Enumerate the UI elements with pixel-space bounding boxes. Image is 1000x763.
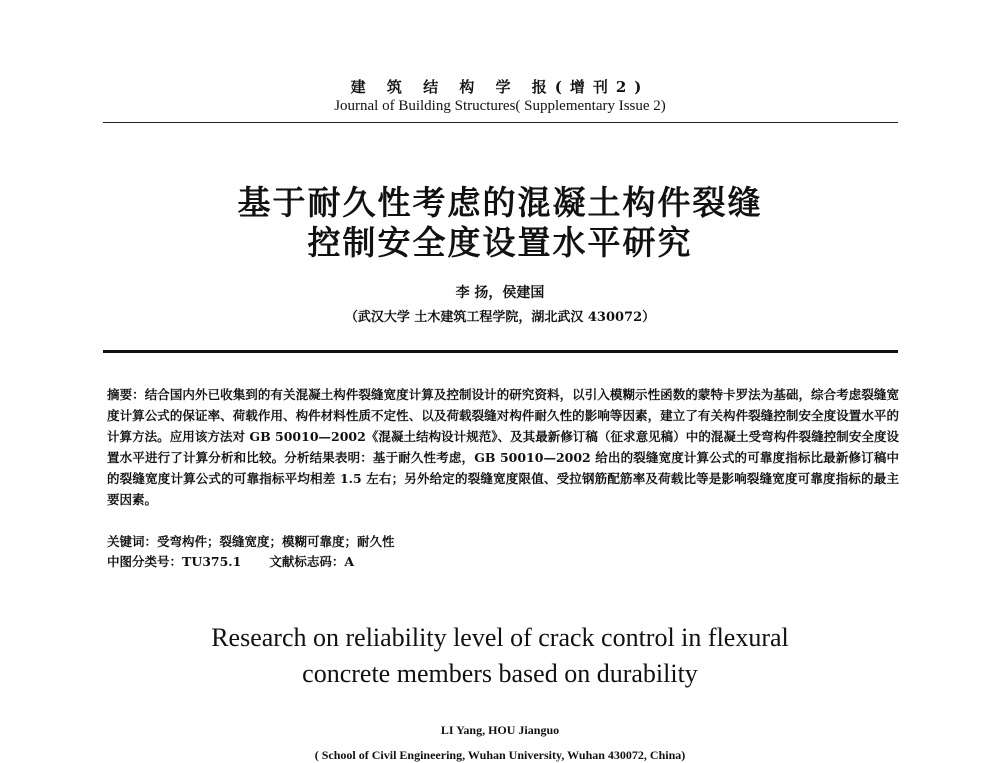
clc-value: TU375.1 [182, 554, 242, 569]
article-title-cn-line2: 控制安全度设置水平研究 [307, 223, 693, 262]
keywords-label: 关键词： [107, 534, 158, 549]
abstract-text: 结合国内外已收集到的有关混凝土构件裂缝宽度计算及控制设计的研究资料，以引入模糊示性函数的蒙特卡罗法为基础，综合考虑裂缝宽度计算公式的保证率、荷载作用、构件材料性质不定性、以及荷载裂缝对构件耐久性的影响等因素，建立了有关构件裂缝控制安全度设置水平的计算方法。应用该方法对 GB 50010—2002《混凝土结构设计规范》、及其最新修订稿（征求意见稿）中的混凝土受弯构件裂缝控制安全度设置水平进行了计算分析和比较。分析结果表明：基于耐久性考虑，GB 50010—2002 给出的裂缝宽度计算公式的可靠度指标比最新修订稿中的裂缝宽度计算公式的可靠指标平均相差 1.5 左右；另外给定的裂缝宽度限值、受拉钢筋配筋率及荷载比等是影响裂缝宽度可靠度指标的最主要因素。 [107, 387, 899, 507]
keywords-text: 受弯构件；裂缝宽度；模糊可靠度；耐久性 [157, 534, 395, 549]
journal-name-en: Journal of Building Structures( Supplementary Issue 2) [334, 98, 666, 114]
authors-cn: 李 扬，侯建国 [455, 285, 545, 301]
keywords-cn [107, 532, 395, 550]
journal-name-cn: 建 筑 结 构 学 报(增刊2) [350, 78, 650, 96]
article-title-en [0, 620, 1000, 692]
header-rule [103, 122, 898, 123]
doc-code-label: 文献标志码： [269, 554, 345, 569]
affiliation-cn: （武汉大学 土木建筑工程学院，湖北武汉 430072） [344, 310, 656, 325]
article-title-en-line1: Research on reliability level of crack control in flexural [211, 623, 789, 652]
article-title-en-line2: concrete members based on durability [302, 659, 698, 688]
abstract-label: 摘要： [107, 387, 145, 402]
doc-code-value: A [344, 554, 355, 569]
article-title-cn [0, 183, 1000, 263]
affiliation-en: ( School of Civil Engineering, Wuhan University, Wuhan 430072, China) [314, 748, 686, 762]
title-block-rule [103, 350, 898, 353]
abstract-cn [107, 384, 899, 510]
article-title-cn-line1: 基于耐久性考虑的混凝土构件裂缝 [237, 183, 763, 222]
classification-line [107, 552, 354, 570]
clc-label: 中图分类号： [107, 554, 183, 569]
authors-en: LI Yang, HOU Jianguo [440, 723, 560, 737]
